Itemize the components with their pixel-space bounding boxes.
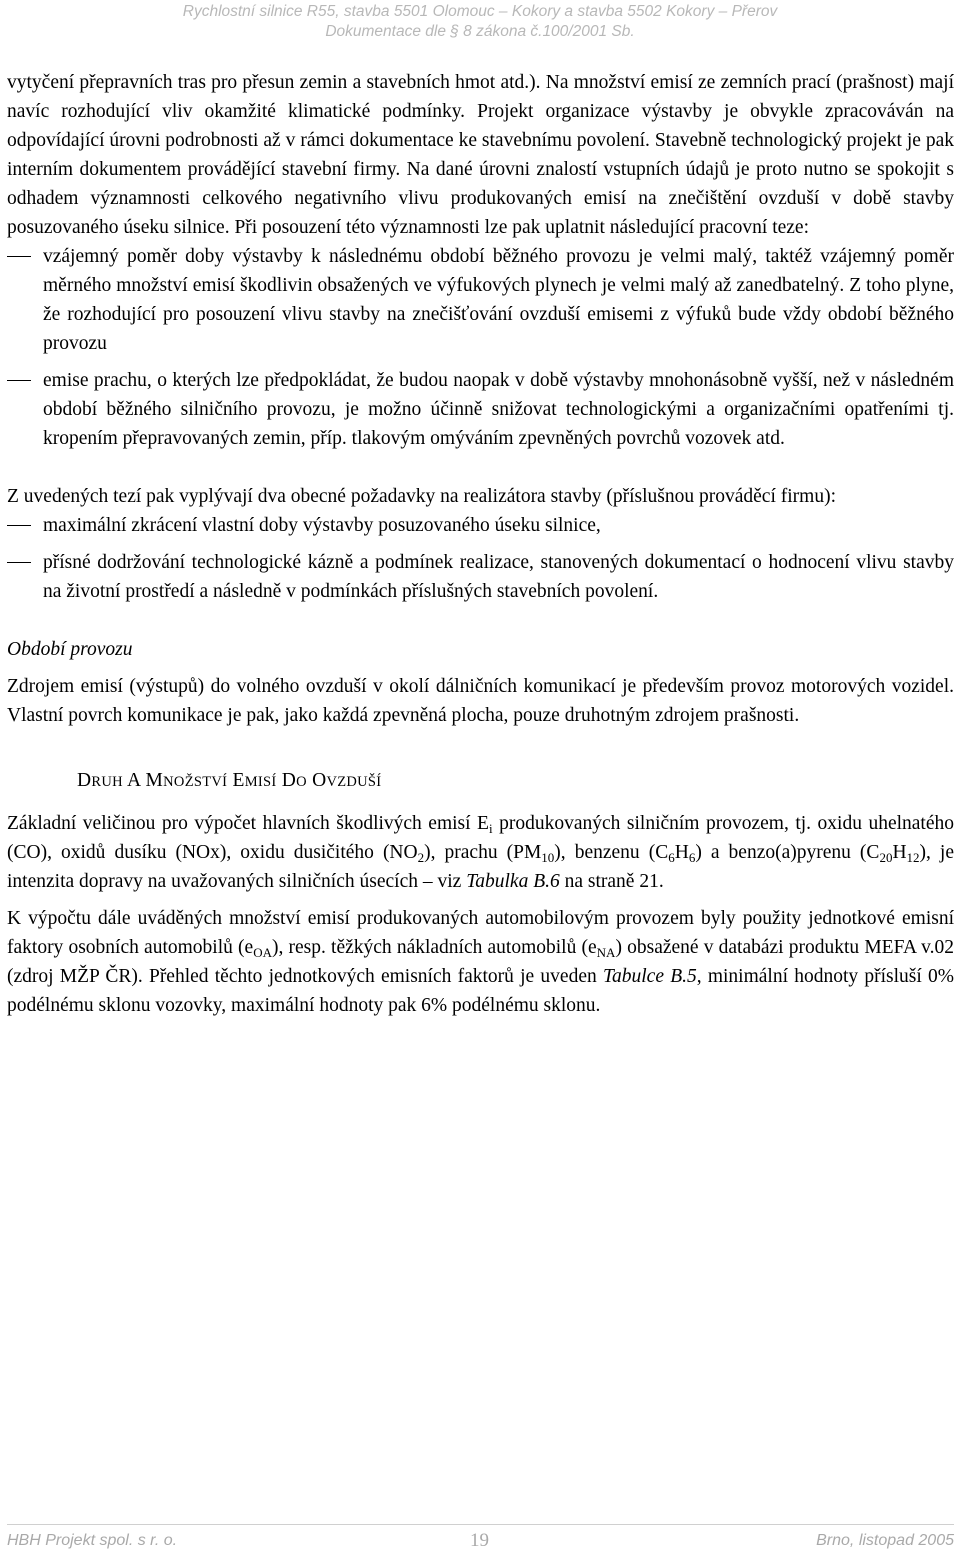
requirements-list [7, 511, 954, 606]
theses-list [7, 242, 954, 453]
list-item: vzájemný poměr doby výstavby k následnému období běžného provozu je velmi malý, taktéž vzájemný poměr měrného množství emisí škodlivin obsažených ve výfukových plynech je velmi malý až zanedbatelný. Z toho plyne, že rozhodující pro posouzení vlivu stavby na znečišťování ovzduší emisemi z výfuků bude vždy období běžného provozu [7, 242, 954, 358]
section-heading: DRUH A MNOŽSTVÍ EMISÍ DO OVZDUŠÍ [77, 770, 382, 791]
header-title: Rychlostní silnice R55, stavba 5501 Olomouc – Kokory a stavba 5502 Kokory – Přerov [182, 3, 778, 20]
list-item: přísné dodržování technologické kázně a podmínek realizace, stanovených dokumentací o hodnocení vlivu stavby na životní prostředí a následně v podmínkách příslušných stavebních povolení. [7, 548, 954, 606]
paragraph-emission-factors: K výpočtu dále uváděných množství emisí produkovaných automobilovým provozem byly použity jednotkové emisní faktory osobních automobilů $(e_{OA})$, resp. těžkých nákladních automobilů $(e_{NA})$ obsažené v databázi produktu MEFA v.02 (zdroj MŽP ČR). Přehled těchto jednotkových emisních faktorů je uveden Tabulce B.5, minimální hodnoty přísluší 0% podélnému sklonu vozovky, maximální hodnoty pak 6% podélnému sklonu. [7, 908, 954, 1016]
list-item: maximální zkrácení vlastní doby výstavby posuzovaného úseku silnice, [7, 511, 954, 540]
table-reference: Tabulce B.5 [602, 966, 697, 987]
paragraph-construction: vytyčení přepravních tras pro přesun zemin a stavebních hmot atd.). Na množství emisí ze zemních prací (prašnost) mají navíc rozhodující vliv okamžité klimatické podmínky. Projekt organizace výstavby je obvykle zpracováván na odpovídající úrovni podrobnosti až v rámci dokumentace ke stavebnímu povolení. Stavebně technologický projekt je pak interním dokumentem provádějící stavební firmy. Na dané úrovni znalostí vstupních údajů je proto nutno se spokojit s odhadem významnosti celkového negativního vlivu produkovaných emisí na znečištění ovzduší v době stavby posuzovaného úseku silnice. Při posouzení této významnosti lze pak uplatnit následující pracovní teze: [7, 72, 954, 238]
page-number: 19 [470, 1530, 489, 1551]
list-item: emise prachu, o kterých lze předpokládat, že budou naopak v době výstavby mnohonásobně vyšší, než v následném období běžného silničního provozu, je možno účinně snižovat technologickými a organizačními opatřeními tj. kropením přepravovaných zemin, příp. tlakovým omýváním zpevněných povrchů vozovek atd. [7, 366, 954, 453]
page-footer [7, 1530, 954, 1554]
footer-place-date: Brno, listopad 2005 [816, 1532, 954, 1549]
paragraph-requirements: Z uvedených tezí pak vyplývají dva obecné požadavky na realizátora stavby (příslušnou prováděcí firmu): [7, 486, 836, 507]
footer-divider [7, 1524, 954, 1525]
subheading-operation: Období provozu [7, 639, 133, 660]
page-header [0, 0, 960, 50]
table-reference: Tabulka B.6 [466, 871, 560, 892]
header-subtitle: Dokumentace dle § 8 zákona č.100/2001 Sb. [325, 23, 635, 40]
footer-company: HBH Projekt spol. s r. o. [7, 1532, 178, 1549]
paragraph-emissions-basis: Základní veličinou pro výpočet hlavních škodlivých emisí $E_i$ produkovaných silničním provozem, tj. oxidu uhelnatého (CO), oxidů dusíku (NOx), oxidu dusičitého $(NO_2)$, prachu $(PM_{10})$, benzenu $(C_6H_6)$ a benzo(a)pyrenu $(C_{20}H_{12})$, je intenzita dopravy na uvažovaných silničních úsecích – viz Tabulka B.6 na straně 21. [7, 813, 955, 892]
paragraph-operation: Zdrojem emisí (výstupů) do volného ovzduší v okolí dálničních komunikací je především provoz motorových vozidel. Vlastní povrch komunikace je pak, jako každá zpevněná plocha, pouze druhotným zdrojem prašnosti. [7, 676, 954, 726]
document-body [7, 68, 954, 1020]
